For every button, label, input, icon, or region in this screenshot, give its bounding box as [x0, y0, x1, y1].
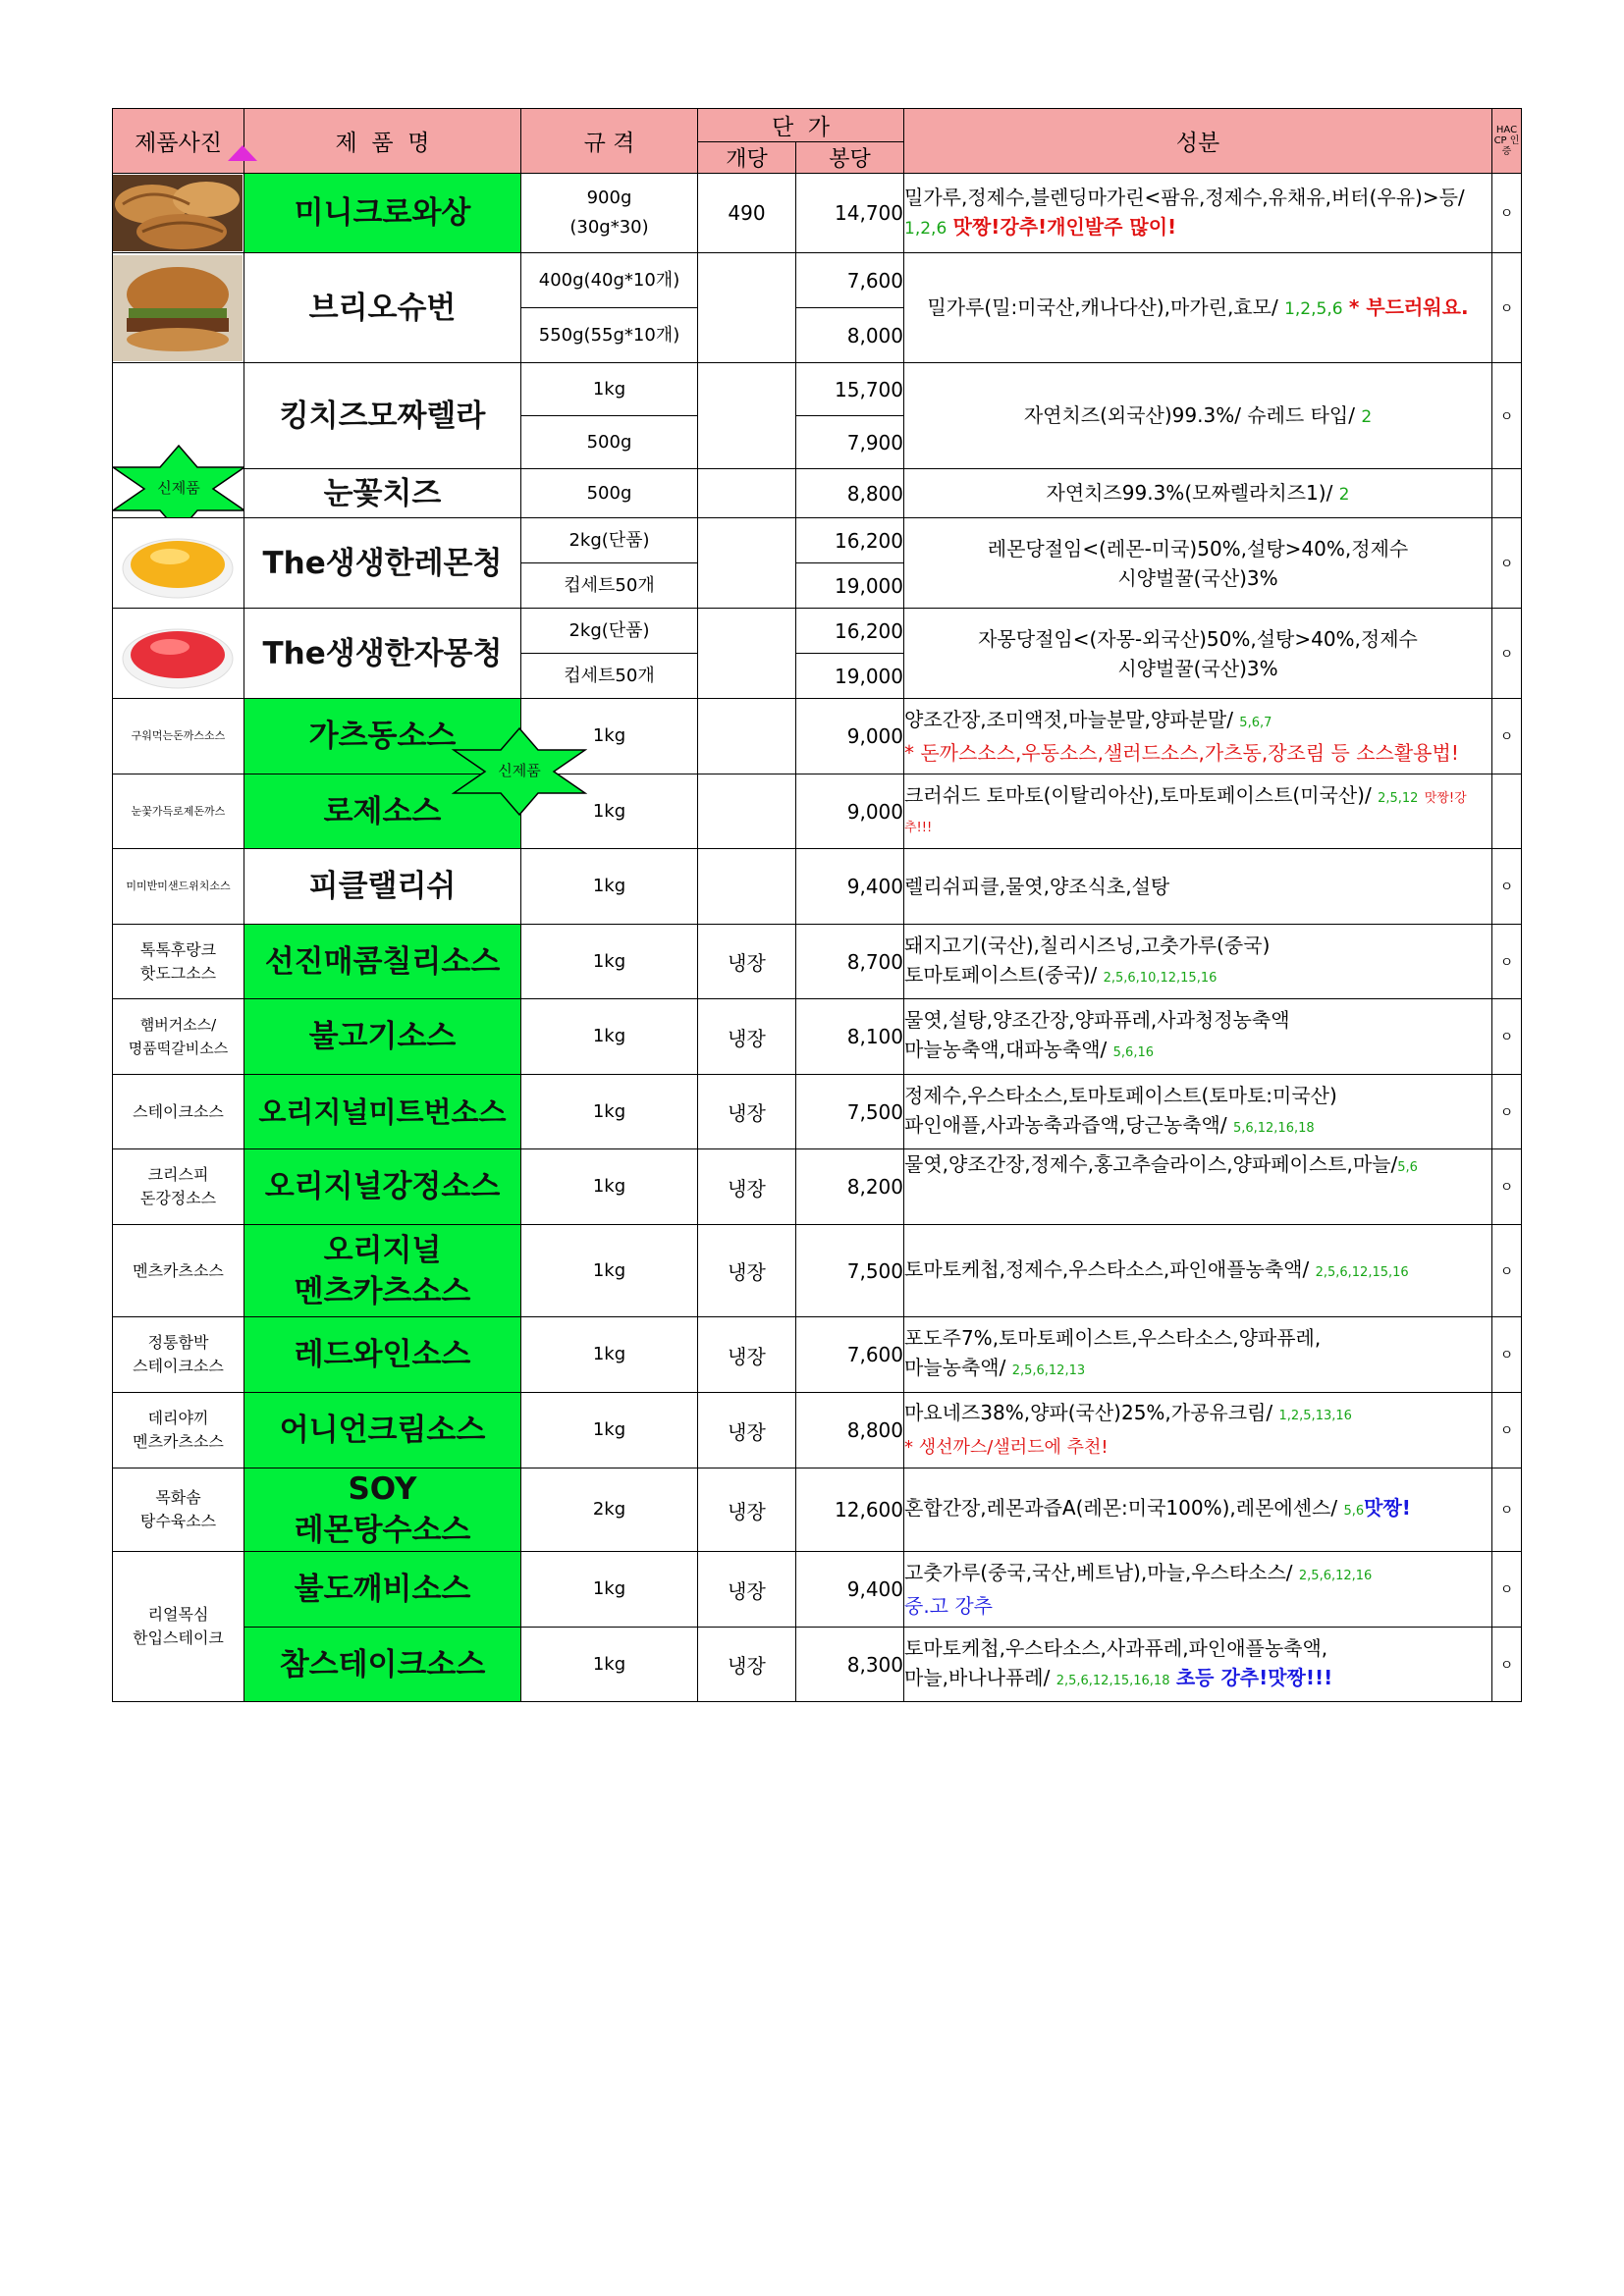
bulgogi-haccp: ㅇ: [1492, 999, 1522, 1075]
brioche-haccp: ㅇ: [1492, 253, 1522, 363]
header-row: [113, 109, 1522, 142]
gangjeong-spec: 1kg: [521, 1149, 698, 1225]
meatbun-each: 냉장: [698, 1075, 796, 1149]
lemon-spec-2: 컵세트50개: [521, 563, 698, 609]
chili-label-cell: 톡톡후랑크 핫도그소스: [113, 925, 244, 999]
buldokkaebi-ingredients: 고춧가루(중국,국산,베트남),마늘,우스타소스/ 2,5,6,12,16 중.고 강추: [904, 1552, 1492, 1628]
new-product-star: 신제품: [113, 444, 244, 518]
menchi-each: 냉장: [698, 1225, 796, 1317]
brioche-each: [698, 253, 796, 363]
mozza-spec-1: 1kg: [521, 363, 698, 416]
mozza-each: [698, 363, 796, 469]
mozza-haccp: ㅇ: [1492, 363, 1522, 469]
header-spec: 규 격: [521, 109, 698, 174]
bulgogi-ingredients: 물엿,설탕,양조간장,양파퓨레,사과청정농축액 마늘농축액,대파농축액/ 5,6,16: [904, 999, 1492, 1075]
rose-haccp: [1492, 774, 1522, 849]
header-price: 단 가: [698, 109, 904, 142]
row-menchi: [113, 1225, 1522, 1317]
lemon-spec-1: 2kg(단품): [521, 518, 698, 563]
rose-bag: 9,000: [796, 774, 904, 849]
gachudong-spec: 1kg: [521, 699, 698, 774]
onion-spec: 1kg: [521, 1393, 698, 1468]
snowcheese-ingredients: 자연치즈99.3%(모짜렐라치즈1)/ 2: [904, 469, 1492, 518]
snowcheese-name: 눈꽃치즈: [244, 469, 521, 518]
snowcheese-haccp: [1492, 469, 1522, 518]
lemon-name: The생생한레몬청: [244, 518, 521, 609]
croissant-photo: [113, 174, 244, 253]
bulgogi-each: 냉장: [698, 999, 796, 1075]
brioche-name: 브리오슈번: [244, 253, 521, 363]
onion-label-cell: 데리야끼 멘츠카츠소스: [113, 1393, 244, 1468]
rose-each: [698, 774, 796, 849]
burger-image: [113, 255, 243, 361]
lemon-ingredients: 레몬당절임<(레몬-미국)50%,설탕>40%,정제수 시양벌꿀(국산)3%: [904, 518, 1492, 609]
grapefruit-bag-1: 16,200: [796, 609, 904, 654]
gangjeong-bag: 8,200: [796, 1149, 904, 1225]
grapefruit-name: The생생한자몽청: [244, 609, 521, 699]
chili-haccp: ㅇ: [1492, 925, 1522, 999]
grapefruit-bag-2: 19,000: [796, 654, 904, 699]
row-grapefruit-1: [113, 609, 1522, 654]
menchi-ingredients: 토마토케첩,정제수,우스타소스,파인애플농축액/ 2,5,6,12,15,16: [904, 1225, 1492, 1317]
row-croissant: [113, 174, 1522, 253]
grapefruit-each: [698, 609, 796, 699]
row-lemon-1: [113, 518, 1522, 563]
meatbun-spec: 1kg: [521, 1075, 698, 1149]
bulgogi-spec: 1kg: [521, 999, 698, 1075]
grapefruit-haccp: ㅇ: [1492, 609, 1522, 699]
cheese-photo: [113, 363, 244, 518]
croissant-spec: 900g (30g*30): [521, 174, 698, 253]
redwine-bag: 7,600: [796, 1317, 904, 1393]
redwine-spec: 1kg: [521, 1317, 698, 1393]
row-gangjeong: [113, 1149, 1522, 1225]
lemon-syrup-image: [113, 521, 243, 606]
product-price-table: [112, 108, 1522, 1702]
header-haccp: HAC CP 인증: [1492, 109, 1522, 174]
chili-name: 선진매콤칠리소스: [244, 925, 521, 999]
bulgogi-name: 불고기소스: [244, 999, 521, 1075]
snowcheese-each: [698, 469, 796, 518]
menchi-spec: 1kg: [521, 1225, 698, 1317]
grapefruit-ingredients: 자몽당절임<(자몽-외국산)50%,설탕>40%,정제수 시양벌꿀(국산)3%: [904, 609, 1492, 699]
soylemon-bag: 12,600: [796, 1468, 904, 1552]
pickle-name: 피클랠리쉬: [244, 849, 521, 925]
grapefruit-spec-1: 2kg(단품): [521, 609, 698, 654]
chamsteak-name: 참스테이크소스: [244, 1628, 521, 1702]
grapefruit-photo: [113, 609, 244, 699]
pickle-bag: 9,400: [796, 849, 904, 925]
snowcheese-spec: 500g: [521, 469, 698, 518]
chili-spec: 1kg: [521, 925, 698, 999]
rose-label-cell: 눈꽃가득로제돈까스: [113, 774, 244, 849]
brioche-ingredients: 밀가루(밀:미국산,캐나다산),마가린,효모/ 1,2,5,6 * 부드러워요.: [904, 253, 1492, 363]
gachudong-each: [698, 699, 796, 774]
menchi-label-cell: 멘츠카츠소스: [113, 1225, 244, 1317]
brioche-spec-1: 400g(40g*10개): [521, 253, 698, 308]
chili-ingredients: 돼지고기(국산),칠리시즈닝,고춧가루(중국) 토마토페이스트(중국)/ 2,5,6,10,12,15,16: [904, 925, 1492, 999]
soylemon-label-cell: 목화솜 탕수육소스: [113, 1468, 244, 1552]
brioche-photo: [113, 253, 244, 363]
chili-bag: 8,700: [796, 925, 904, 999]
lemon-bag-1: 16,200: [796, 518, 904, 563]
pickle-ingredients: 렐리쉬피클,물엿,양조식초,설탕: [904, 849, 1492, 925]
buldokkaebi-name: 불도깨비소스: [244, 1552, 521, 1628]
lemon-each: [698, 518, 796, 609]
row-redwine: [113, 1317, 1522, 1393]
brioche-spec-2: 550g(55g*10개): [521, 308, 698, 363]
redwine-haccp: ㅇ: [1492, 1317, 1522, 1393]
onion-bag: 8,800: [796, 1393, 904, 1468]
onion-each: 냉장: [698, 1393, 796, 1468]
buldokkaebi-haccp: ㅇ: [1492, 1552, 1522, 1628]
buldokkaebi-label-cell: 리얼목심 한입스테이크: [113, 1552, 244, 1702]
buldokkaebi-each: 냉장: [698, 1552, 796, 1628]
soylemon-spec: 2kg: [521, 1468, 698, 1552]
pickle-label-cell: 미미반미샌드위치소스: [113, 849, 244, 925]
row-soylemon: [113, 1468, 1522, 1552]
header-ingredients: 성분: [904, 109, 1492, 174]
redwine-ingredients: 포도주7%,토마토페이스트,우스타소스,양파퓨레, 마늘농축액/ 2,5,6,12,13: [904, 1317, 1492, 1393]
menchi-bag: 7,500: [796, 1225, 904, 1317]
lemon-haccp: ㅇ: [1492, 518, 1522, 609]
bulgogi-label-cell: 햄버거소스/ 명품떡갈비소스: [113, 999, 244, 1075]
meatbun-bag: 7,500: [796, 1075, 904, 1149]
gangjeong-ingredients: 물엿,양조간장,정제수,홍고추슬라이스,양파페이스트,마늘/5,6: [904, 1149, 1492, 1225]
row-chili: [113, 925, 1522, 999]
redwine-name: 레드와인소스: [244, 1317, 521, 1393]
mozza-spec-2: 500g: [521, 416, 698, 469]
pickle-spec: 1kg: [521, 849, 698, 925]
gangjeong-name: 오리지널강정소스: [244, 1149, 521, 1225]
meatbun-label-cell: 스테이크소스: [113, 1075, 244, 1149]
header-each: 개당: [698, 142, 796, 174]
soylemon-ingredients: 혼합간장,레몬과즙A(레몬:미국100%),레몬에센스/ 5,6맛짱!: [904, 1468, 1492, 1552]
chamsteak-ingredients: 토마토케첩,우스타소스,사과퓨레,파인애플농축액, 마늘,바나나퓨레/ 2,5,6,12,15,16,18 초등 강추!맛짱!!!: [904, 1628, 1492, 1702]
mozza-name: 킹치즈모짜렐라: [244, 363, 521, 469]
chamsteak-bag: 8,300: [796, 1628, 904, 1702]
grapefruit-spec-2: 컵세트50개: [521, 654, 698, 699]
header-marker-triangle: [228, 145, 257, 161]
mozza-bag-1: 15,700: [796, 363, 904, 416]
gachudong-ingredients: 양조간장,조미액젓,마늘분말,양파분말/ 5,6,7 * 돈까스소스,우동소스,샐러드소스,가츠동,장조림 등 소스활용법!: [904, 699, 1492, 774]
chamsteak-haccp: ㅇ: [1492, 1628, 1522, 1702]
gangjeong-haccp: ㅇ: [1492, 1149, 1522, 1225]
meatbun-ingredients: 정제수,우스타소스,토마토페이스트(토마토:미국산) 파인애플,사과농축과즙액,당근농축액/ 5,6,12,16,18: [904, 1075, 1492, 1149]
new-product-star-sauce: 신제품: [452, 726, 587, 817]
soylemon-name: SOY 레몬탕수소스: [244, 1468, 521, 1552]
buldokkaebi-spec: 1kg: [521, 1552, 698, 1628]
gachudong-bag: 9,000: [796, 699, 904, 774]
chamsteak-each: 냉장: [698, 1628, 796, 1702]
gachudong-name: 가츠동소스: [244, 699, 521, 774]
croissant-haccp: ㅇ: [1492, 174, 1522, 253]
row-meatbun: [113, 1075, 1522, 1149]
brioche-bag-2: 8,000: [796, 308, 904, 363]
meatbun-haccp: ㅇ: [1492, 1075, 1522, 1149]
row-brioche-1: [113, 253, 1522, 308]
redwine-each: 냉장: [698, 1317, 796, 1393]
croissant-bag: 14,700: [796, 174, 904, 253]
row-snowcheese: [113, 469, 1522, 518]
pickle-each: [698, 849, 796, 925]
rose-ingredients: 크러쉬드 토마토(이탈리아산),토마토페이스트(미국산)/ 2,5,12 맛짱!강추!!!: [904, 774, 1492, 849]
onion-name: 어니언크림소스: [244, 1393, 521, 1468]
menchi-haccp: ㅇ: [1492, 1225, 1522, 1317]
lemon-bag-2: 19,000: [796, 563, 904, 609]
row-pickle: [113, 849, 1522, 925]
meatbun-name: 오리지널미트번소스: [244, 1075, 521, 1149]
gachudong-label-cell: 구워먹는돈까스소스: [113, 699, 244, 774]
row-bulgogi: [113, 999, 1522, 1075]
snowcheese-bag: 8,800: [796, 469, 904, 518]
header-bag: 봉당: [796, 142, 904, 174]
rose-spec: 1kg: [521, 774, 698, 849]
croissant-ingredients: 밀가루,정제수,블렌딩마가린<팜유,정제수,유채유,버터(우유)>등/ 1,2,6 맛짱!강추!개인발주 많이!: [904, 174, 1492, 253]
pickle-haccp: ㅇ: [1492, 849, 1522, 925]
onion-ingredients: 마요네즈38%,양파(국산)25%,가공유크림/ 1,2,5,13,16 * 생선까스/샐러드에 추천!: [904, 1393, 1492, 1468]
grapefruit-syrup-image: [113, 612, 243, 696]
gangjeong-each: 냉장: [698, 1149, 796, 1225]
row-buldokkaebi: [113, 1552, 1522, 1628]
row-rose: [113, 774, 1522, 849]
chili-each: 냉장: [698, 925, 796, 999]
header-photo: 제품사진: [113, 109, 244, 174]
gangjeong-label-cell: 크리스피 돈강정소스: [113, 1149, 244, 1225]
mozza-bag-2: 7,900: [796, 416, 904, 469]
croissant-image: [113, 175, 243, 251]
chamsteak-spec: 1kg: [521, 1628, 698, 1702]
soylemon-each: 냉장: [698, 1468, 796, 1552]
row-onion: [113, 1393, 1522, 1468]
rose-name: 로제소스: [244, 774, 521, 849]
redwine-label-cell: 정통함박 스테이크소스: [113, 1317, 244, 1393]
soylemon-haccp: ㅇ: [1492, 1468, 1522, 1552]
brioche-bag-1: 7,600: [796, 253, 904, 308]
gachudong-haccp: ㅇ: [1492, 699, 1522, 774]
onion-haccp: ㅇ: [1492, 1393, 1522, 1468]
lemon-photo: [113, 518, 244, 609]
croissant-each: 490: [698, 174, 796, 253]
bulgogi-bag: 8,100: [796, 999, 904, 1075]
buldokkaebi-bag: 9,400: [796, 1552, 904, 1628]
row-mozza-1: [113, 363, 1522, 416]
croissant-name: 미니크로와상: [244, 174, 521, 253]
row-chamsteak: [113, 1628, 1522, 1702]
row-gachudong: [113, 699, 1522, 774]
mozza-ingredients: 자연치즈(외국산)99.3%/ 슈레드 타입/ 2: [904, 363, 1492, 469]
menchi-name: 오리지널 멘츠카츠소스: [244, 1225, 521, 1317]
header-name: 제 품 명: [244, 109, 521, 174]
